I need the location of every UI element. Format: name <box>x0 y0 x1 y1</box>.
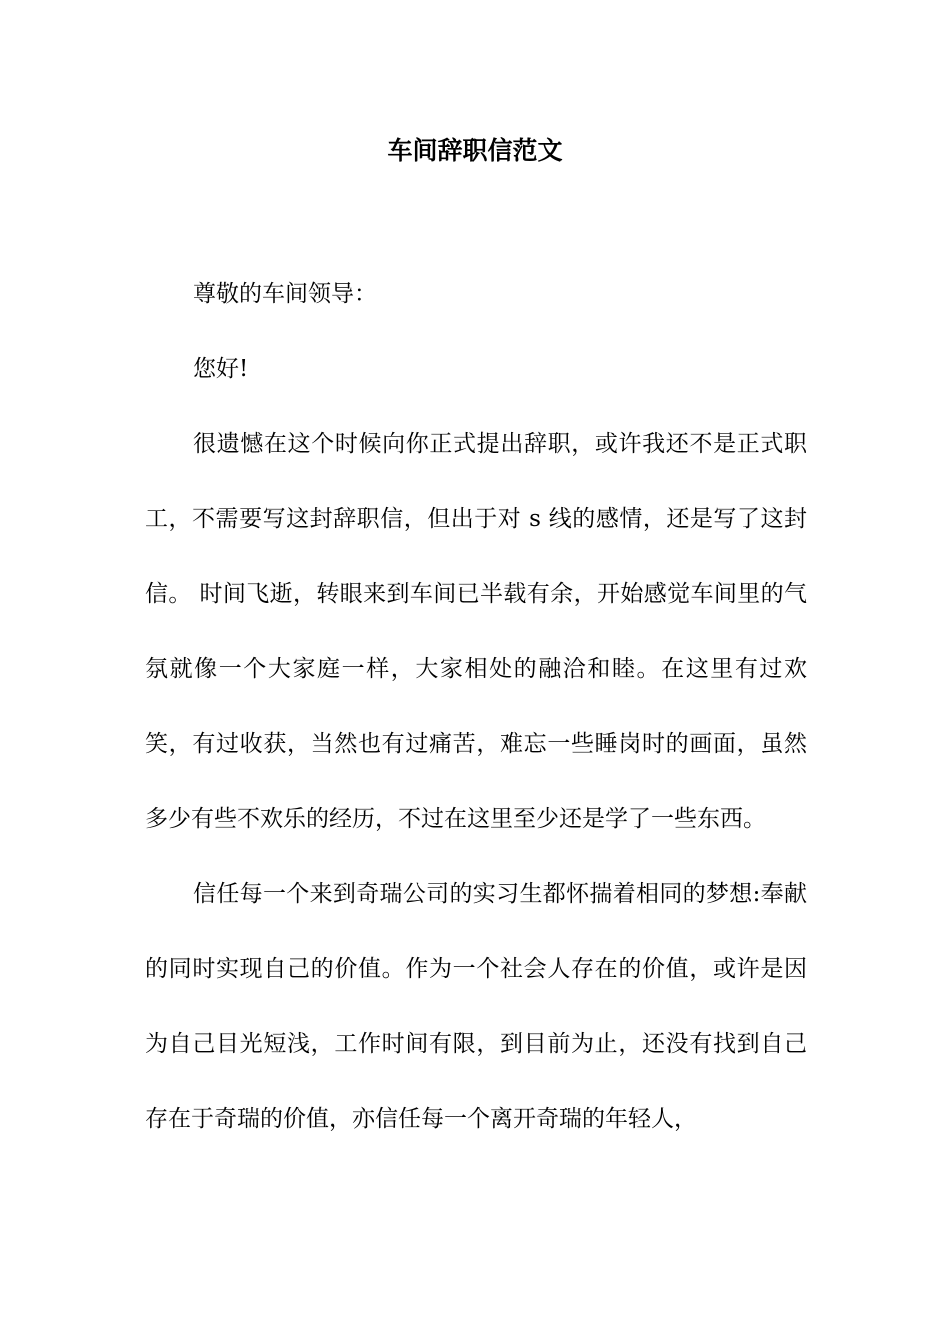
salutation: 尊敬的车间领导： <box>193 281 377 307</box>
paragraph-1: 很遗憾在这个时候向你正式提出辞职，或许我还不是正式职工，不需要写这封辞职信，但出于对 s 线的感情，还是写了这封信。 时间飞逝，转眼来到车间已半载有余，开始感觉车间里的气氛就像一个大家庭一样，大家相处的融洽和睦。在这里有过欢笑，有过收获，当然也有过痛苦，难忘一些睡岗时的画面，虽然多少有些不欢乐的经历，不过在这里至少还是学了一些东西。 <box>145 431 807 832</box>
document-title: 车间辞职信范文 <box>387 136 563 165</box>
greeting: 您好! <box>193 356 249 382</box>
paragraph-2: 信任每一个来到奇瑞公司的实习生都怀揣着相同的梦想:奉献的同时实现自己的价值。作为一个社会人存在的价值，或许是因为自己目光短浅，工作时间有限，到目前为止，还没有找到自己存在于奇瑞的价值，亦信任每一个离开奇瑞的年轻人， <box>145 881 807 1132</box>
letter-body <box>145 257 807 1157</box>
